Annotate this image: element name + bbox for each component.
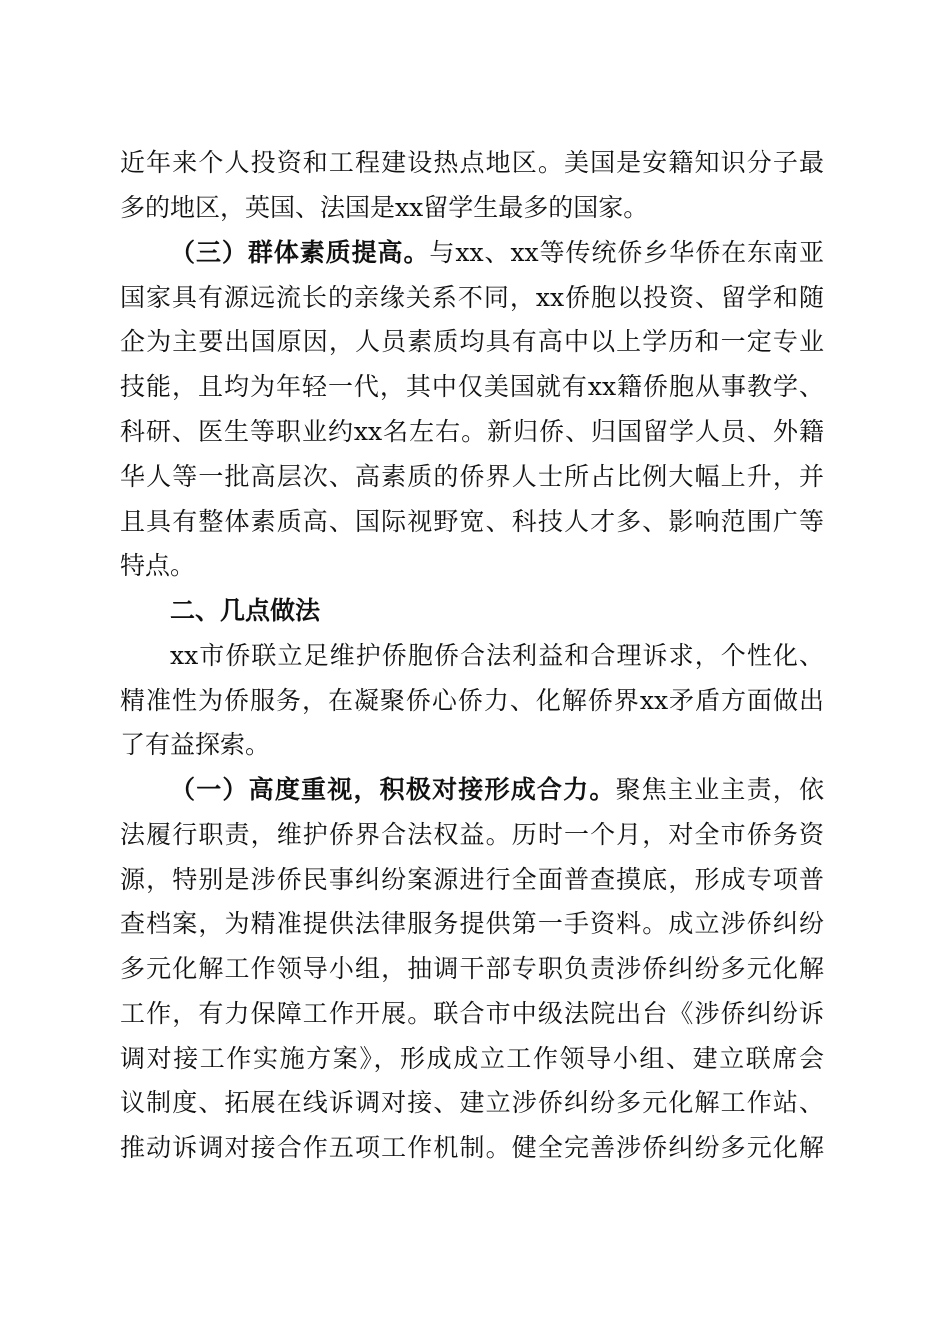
paragraph-4-line-9: 推动诉调对接合作五项工作机制。健全完善涉侨纠纷多元化解 — [120, 1133, 824, 1162]
paragraph-2-line-1-rest: 与xx、xx等传统侨乡华侨在东南亚 — [429, 238, 824, 267]
paragraph-4-line-3: 源，特别是涉侨民事纠纷案源进行全面普查摸底，形成专项普 — [120, 865, 824, 894]
paragraph-1-line-1: 近年来个人投资和工程建设热点地区。美国是安籍知识分子最 — [120, 148, 824, 177]
paragraph-2-line-6: 华人等一批高层次、高素质的侨界人士所占比例大幅上升，并 — [120, 462, 824, 491]
paragraph-2-line-1 — [170, 238, 824, 268]
paragraph-4-line-7: 调对接工作实施方案》，形成成立工作领导小组、建立联席会 — [120, 1044, 824, 1073]
paragraph-4-line-1 — [170, 775, 824, 805]
paragraph-4-line-4: 查档案，为精准提供法律服务提供第一手资料。成立涉侨纠纷 — [120, 909, 824, 938]
paragraph-2-line-4: 技能，且均为年轻一代，其中仅美国就有xx籍侨胞从事教学、 — [120, 372, 824, 401]
paragraph-1-line-2: 多的地区，英国、法国是xx留学生最多的国家。 — [120, 193, 649, 222]
paragraph-4-line-1-rest: 聚焦主业主责，依 — [615, 775, 824, 804]
paragraph-3-line-1: xx市侨联立足维护侨胞侨合法利益和合理诉求，个性化、 — [170, 641, 824, 670]
paragraph-2-line-3: 企为主要出国原因，人员素质均具有高中以上学历和一定专业 — [120, 327, 824, 356]
section-heading: 二、几点做法 — [170, 596, 321, 625]
paragraph-2-line-5: 科研、医生等职业约xx名左右。新归侨、归国留学人员、外籍 — [120, 417, 824, 446]
paragraph-4-lead: （一）高度重视，积极对接形成合力。 — [170, 775, 616, 804]
paragraph-2-line-8: 特点。 — [120, 551, 196, 580]
paragraph-3-line-3: 了有益探索。 — [120, 730, 271, 759]
paragraph-2-line-7: 且具有整体素质高、国际视野宽、科技人才多、影响范围广等 — [120, 507, 824, 536]
paragraph-2-lead: （三）群体素质提高。 — [170, 238, 430, 267]
paragraph-3-line-2: 精准性为侨服务，在凝聚侨心侨力、化解侨界xx矛盾方面做出 — [120, 686, 824, 715]
paragraph-4-line-8: 议制度、拓展在线诉调对接、建立涉侨纠纷多元化解工作站、 — [120, 1088, 824, 1117]
paragraph-2-line-2: 国家具有源远流长的亲缘关系不同，xx侨胞以投资、留学和随 — [120, 283, 824, 312]
paragraph-4-line-6: 工作，有力保障工作开展。联合市中级法院出台《涉侨纠纷诉 — [120, 999, 824, 1028]
paragraph-4-line-5: 多元化解工作领导小组，抽调干部专职负责涉侨纠纷多元化解 — [120, 954, 824, 983]
paragraph-4-line-2: 法履行职责，维护侨界合法权益。历时一个月，对全市侨务资 — [120, 820, 824, 849]
